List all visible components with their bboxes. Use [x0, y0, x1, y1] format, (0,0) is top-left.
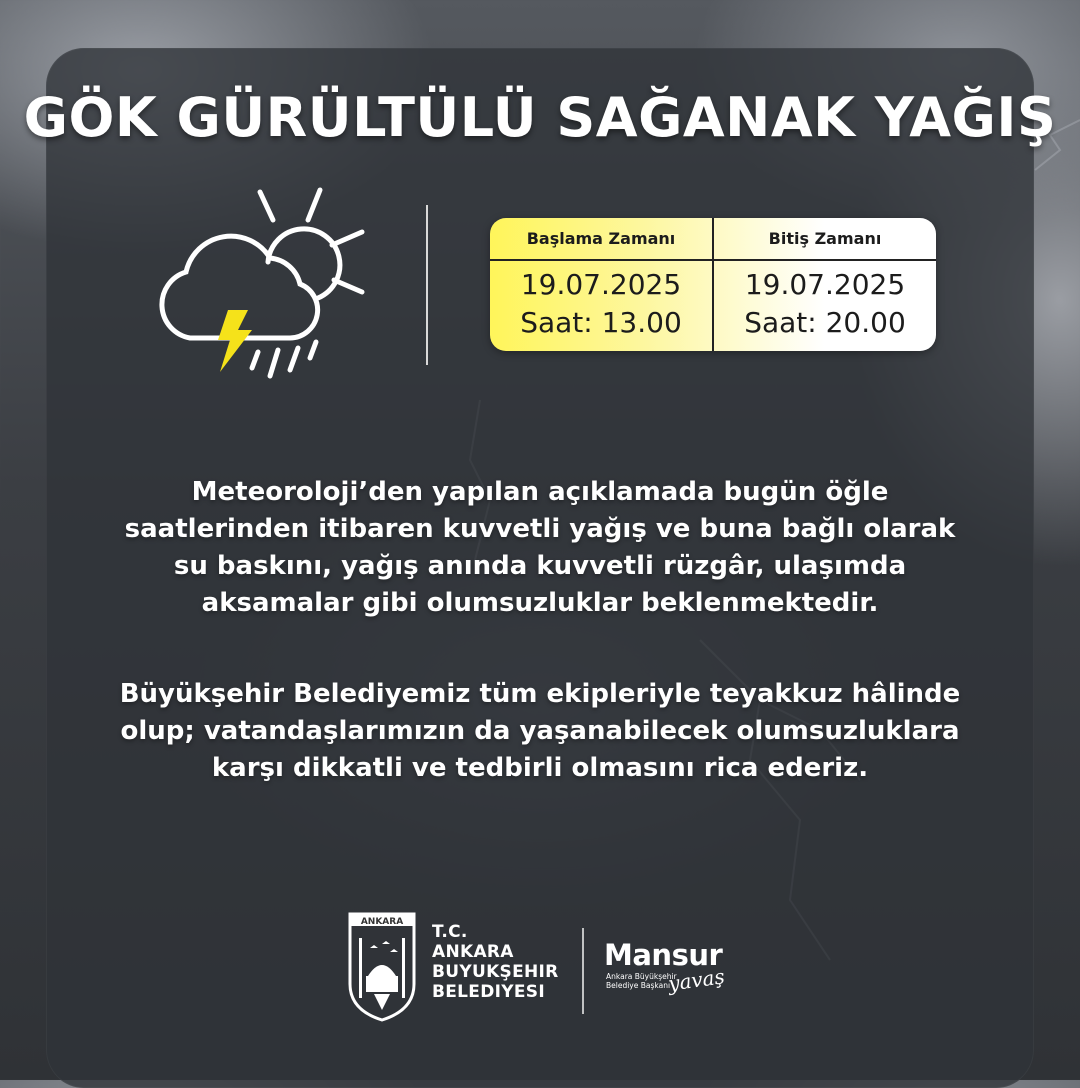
end-date: 19.07.2025	[744, 268, 906, 301]
start-time-column	[490, 218, 712, 351]
mayor-signature: yavaş	[666, 964, 727, 996]
header-divider	[426, 205, 428, 365]
schedule-card	[490, 218, 936, 351]
announcement-paragraph-2	[90, 676, 990, 787]
end-time: Saat: 20.00	[744, 306, 906, 339]
thunderstorm-cloud-sun-icon	[140, 180, 380, 390]
end-label: Bitiş Zamanı	[768, 229, 882, 248]
paragraph-line: karşı dikkatli ve tedbirli olmasını rica ederiz.	[211, 753, 869, 783]
mayor-title-line: Belediye Başkanı	[606, 981, 671, 990]
paragraph-line: Büyükşehir Belediyemiz tüm ekipleriyle teyakkuz hâlinde	[119, 679, 961, 709]
ankara-crest-logo	[346, 910, 418, 1024]
municipality-line: ANKARA	[432, 942, 514, 962]
start-label: Başlama Zamanı	[526, 229, 676, 248]
municipality-line: BUYUKŞEHIR	[432, 962, 559, 982]
municipality-line: T.C.	[432, 922, 468, 942]
municipality-line: BELEDIYESI	[432, 982, 545, 1002]
municipality-name	[432, 922, 559, 1002]
paragraph-line: saatlerinden itibaren kuvvetli yağış ve buna bağlı olarak	[124, 514, 956, 544]
paragraph-line: olup; vatandaşlarımızın da yaşanabilecek olumsuzluklara	[120, 716, 960, 746]
paragraph-line: aksamalar gibi olumsuzluklar beklenmektedir.	[201, 588, 879, 618]
paragraph-line: Meteoroloji’den yapılan açıklamada bugün öğle	[191, 477, 889, 507]
crest-text: ANKARA	[360, 917, 404, 927]
announcement-paragraph-1	[90, 474, 990, 622]
lightning-bolt	[218, 310, 252, 372]
page-title: GÖK GÜRÜLTÜLÜ SAĞANAK YAĞIŞ	[23, 86, 1057, 149]
paragraph-line: su baskını, yağış anında kuvvetli rüzgâr, ulaşımda	[173, 551, 907, 581]
start-time: Saat: 13.00	[520, 306, 682, 339]
start-date: 19.07.2025	[520, 268, 682, 301]
end-time-column	[714, 218, 936, 351]
footer-divider	[582, 928, 584, 1014]
mayor-name: Mansur	[604, 938, 723, 972]
mayor-title-line: Ankara Büyükşehir	[606, 972, 677, 981]
